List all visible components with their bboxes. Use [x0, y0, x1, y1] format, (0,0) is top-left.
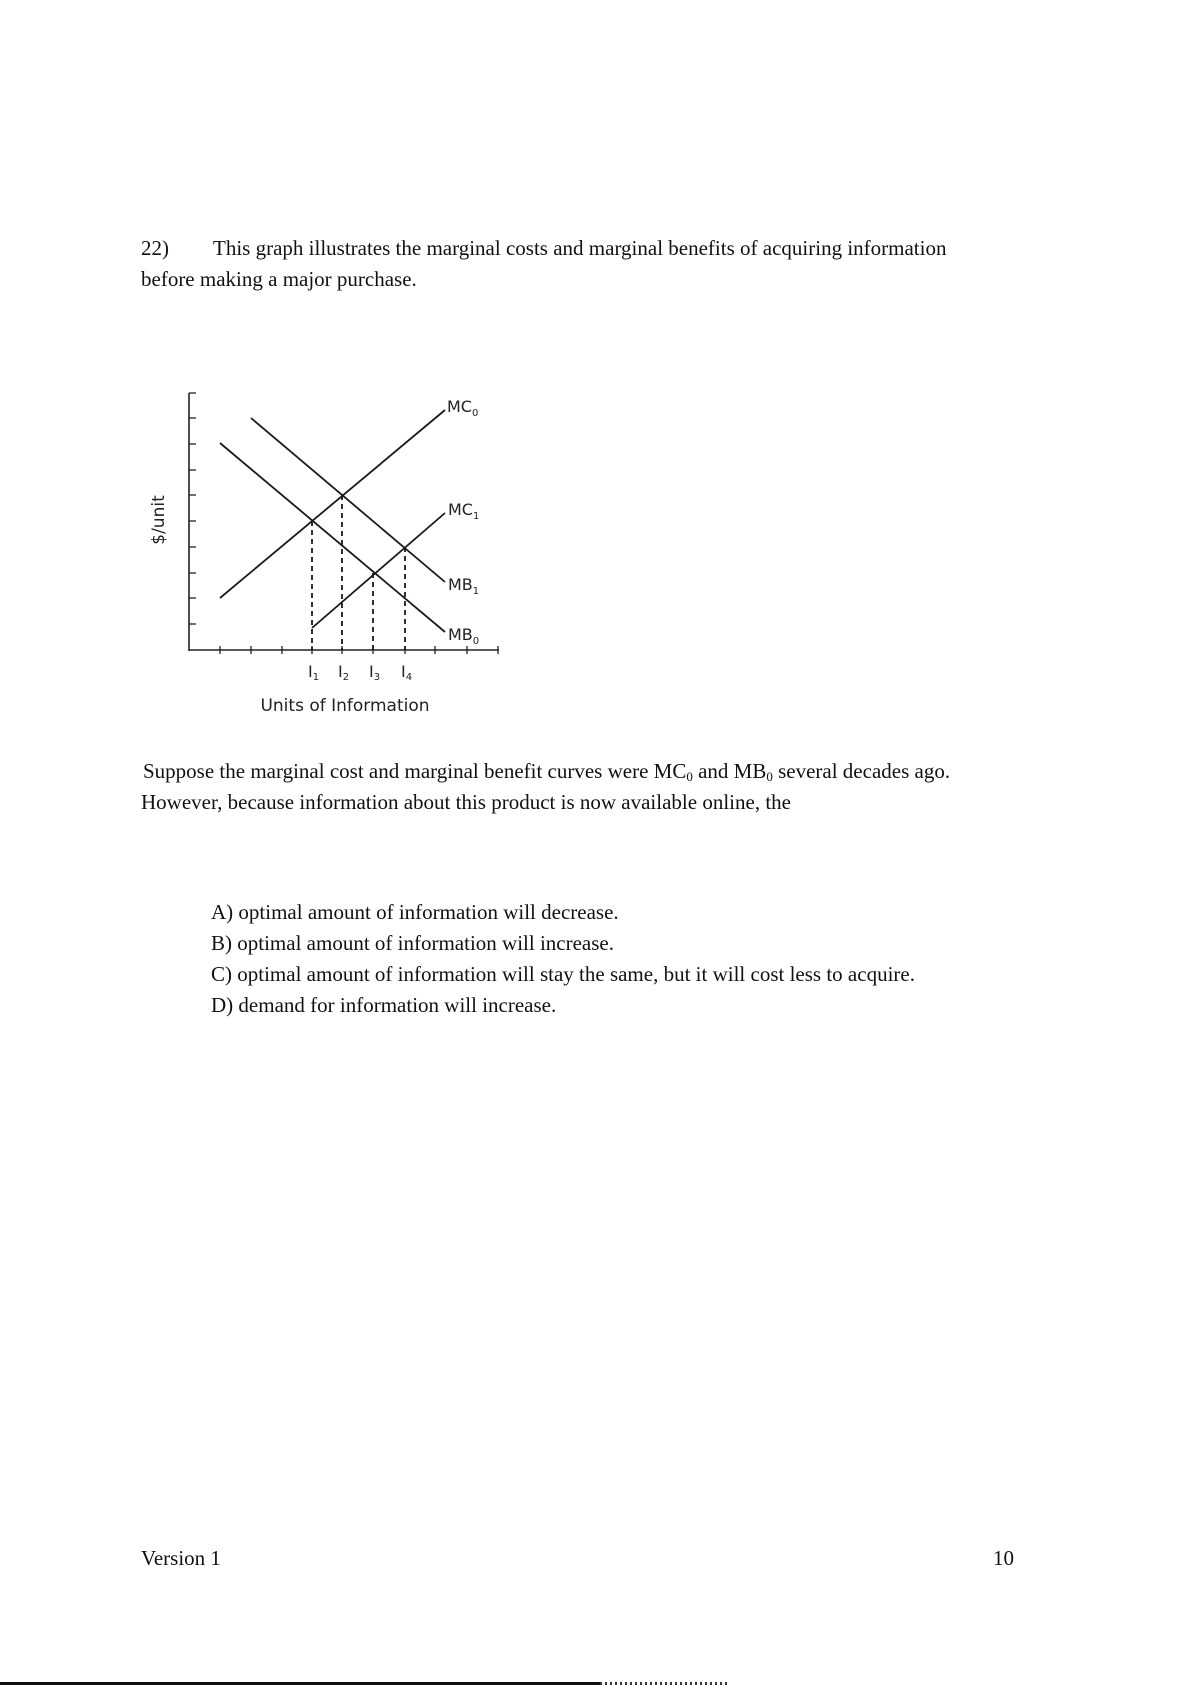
answer-choice-d: D) demand for information will increase. — [211, 993, 557, 1017]
footer-version: Version 1 — [141, 1546, 221, 1570]
answer-choice-c: C) optimal amount of information will stay the same, but it will cost less to acquire. — [211, 962, 915, 986]
x-tick-label-i2: I2 — [338, 662, 350, 683]
mb1-curve — [251, 418, 445, 582]
scenario-line1: Suppose the marginal cost and marginal benefit curves were $MC_0$ and $MB_0$ several decades ago. — [143, 759, 951, 784]
mb0-curve — [220, 443, 445, 632]
scenario-line2: However, because information about this product is now available online, the — [141, 790, 791, 814]
y-ticks — [189, 393, 196, 624]
y-axis-title: $/unit — [149, 495, 169, 545]
x-tick-label-i3: I3 — [369, 662, 381, 683]
answer-choice-b: B) optimal amount of information will increase. — [211, 931, 614, 955]
question-stem-line1: This graph illustrates the marginal costs and marginal benefits of acquiring information — [213, 236, 947, 260]
x-tick-label-i4: I4 — [401, 662, 413, 683]
question-number: 22) — [141, 236, 169, 260]
mc0-curve — [220, 410, 445, 598]
curves — [220, 410, 445, 632]
mc1-curve — [312, 513, 445, 628]
mb0-label: $MB_0$ — [448, 625, 480, 647]
information-market-chart — [0, 0, 1191, 740]
x-axis-title: Units of Information — [260, 696, 430, 716]
axes — [189, 393, 499, 651]
mc1-label: $MC_1$ — [448, 500, 480, 522]
mb1-label: $MB_1$ — [448, 575, 480, 597]
mc0-label: $MC_0$ — [447, 397, 479, 419]
footer-page-number: 10 — [993, 1546, 1014, 1570]
equilibrium-dashes — [312, 495, 405, 650]
question-stem-line2: before making a major purchase. — [141, 267, 417, 291]
x-tick-label-i1: I1 — [308, 662, 320, 683]
answer-choice-a: A) optimal amount of information will decrease. — [211, 900, 619, 924]
